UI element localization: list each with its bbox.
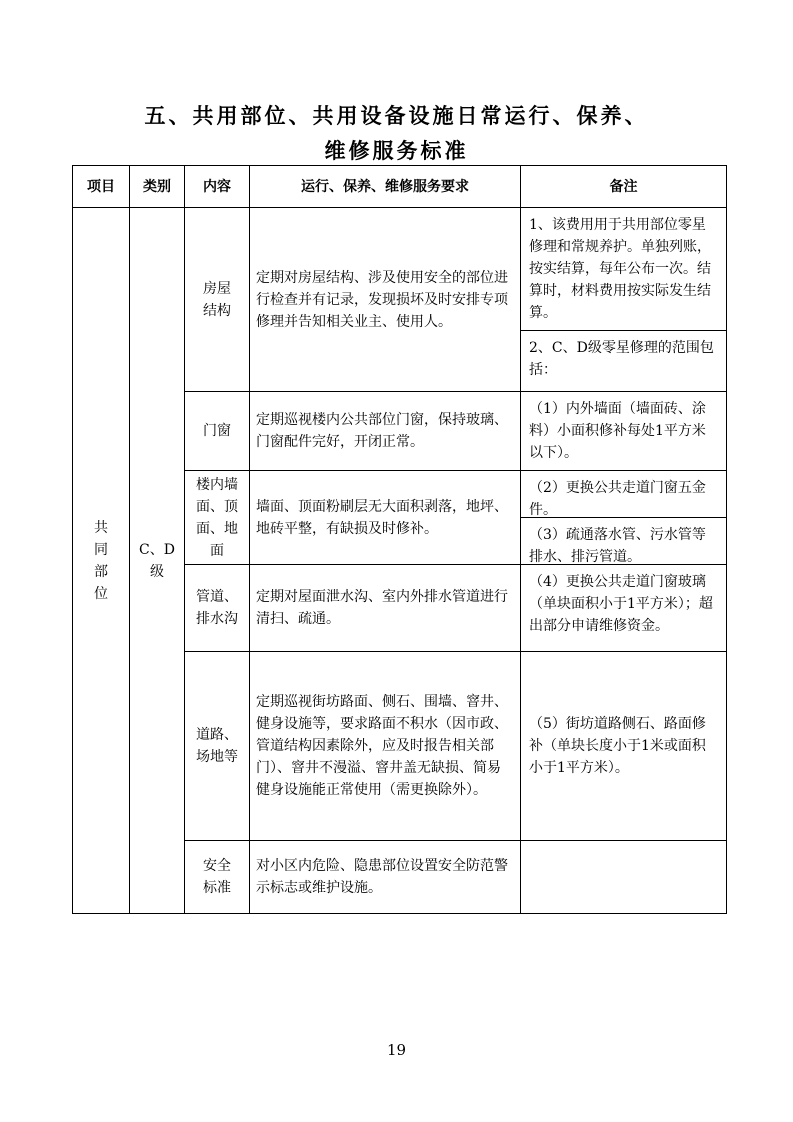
header-item: 项目 (72, 165, 130, 208)
content-cell (184, 564, 250, 652)
content-cell (184, 470, 250, 565)
content-cell (184, 207, 250, 392)
remark-cell (520, 564, 727, 652)
requirement-cell (249, 470, 521, 565)
content-text: 管道、排水沟 (195, 589, 238, 627)
content-text: 房屋结构 (202, 280, 231, 319)
remark-cell (520, 651, 727, 841)
requirement-text: 墙面、顶面粉刷层无大面积剥落，地坪、地砖平整，有缺损及时修补。 (256, 498, 508, 537)
content-cell (184, 651, 250, 841)
requirement-text: 定期对屋面泄水沟、室内外排水管道进行清扫、疏通。 (256, 589, 508, 627)
content-text: 道路、场地等 (195, 727, 238, 765)
page-number: 19 (386, 1041, 407, 1059)
header-content: 内容 (184, 165, 250, 208)
content-text: 楼内墙面、顶面、地面 (195, 476, 238, 559)
requirement-cell (249, 840, 521, 914)
remark-text: （4）更换公共走道门窗玻璃（单块面积小于1平方米）；超出部分申请维修资金。 (529, 574, 713, 634)
remark-text: （2）更换公共走道门窗五金件。 (529, 480, 706, 518)
content-cell (184, 391, 250, 471)
remark-text: （1）内外墙面（墙面砖、涂料）小面积修补每处1平方米以下）。 (529, 401, 706, 461)
requirement-cell (249, 391, 521, 471)
content-text: 安全标准 (202, 858, 231, 896)
item-cell (72, 207, 130, 914)
remark-cell (520, 470, 727, 518)
header-remarks: 备注 (520, 165, 727, 208)
document-title-line2: 维修服务标准 (324, 139, 469, 163)
document-title-line1: 五、共用部位、共用设备设施日常运行、保养、 (144, 104, 649, 128)
remark-cell (520, 517, 727, 565)
remark-cell (520, 330, 727, 392)
requirement-cell (249, 207, 521, 392)
item-text: 共同部位 (93, 519, 108, 602)
remark-text: 2、C、D级零星修理的范围包括： (529, 340, 714, 378)
requirement-text: 定期巡视楼内公共部位门窗，保持玻璃、门窗配件完好，开闭正常。 (256, 412, 508, 450)
requirement-cell (249, 651, 521, 841)
remark-cell (520, 840, 727, 914)
remark-text: 1、该费用用于共用部位零星修理和常规养护。单独列账，按实结算，每年公布一次。结算时，材料费用按实际发生结算。 (529, 217, 711, 321)
content-cell (184, 840, 250, 914)
header-category: 类别 (129, 165, 185, 208)
header-requirement: 运行、保养、维修服务要求 (249, 165, 521, 208)
requirement-text: 定期对房屋结构、涉及使用安全的部位进行检查并有记录，发现损坏及时安排专项修理并告知相关业主、使用人。 (256, 269, 508, 330)
category-cell (129, 207, 185, 914)
category-text: C、D级 (139, 541, 175, 580)
requirement-text: 定期巡视街坊路面、侧石、围墙、窨井、健身设施等，要求路面不积水（因市政、管道结构因素除外，应及时报告相关部门）、窨井不漫溢、窨井盖无缺损、简易健身设施能正常使用（需更换除外）。 (256, 694, 508, 798)
requirement-cell (249, 564, 521, 652)
remark-cell (520, 391, 727, 471)
remark-text: （3）疏通落水管、污水管等排水、排污管道。 (529, 527, 706, 565)
remark-text: （5）街坊道路侧石、路面修补（单块长度小于1米或面积小于1平方米）。 (529, 716, 706, 776)
content-text: 门窗 (202, 423, 231, 439)
requirement-text: 对小区内危险、隐患部位设置安全防范警示标志或维护设施。 (256, 858, 508, 896)
remark-cell (520, 207, 727, 331)
